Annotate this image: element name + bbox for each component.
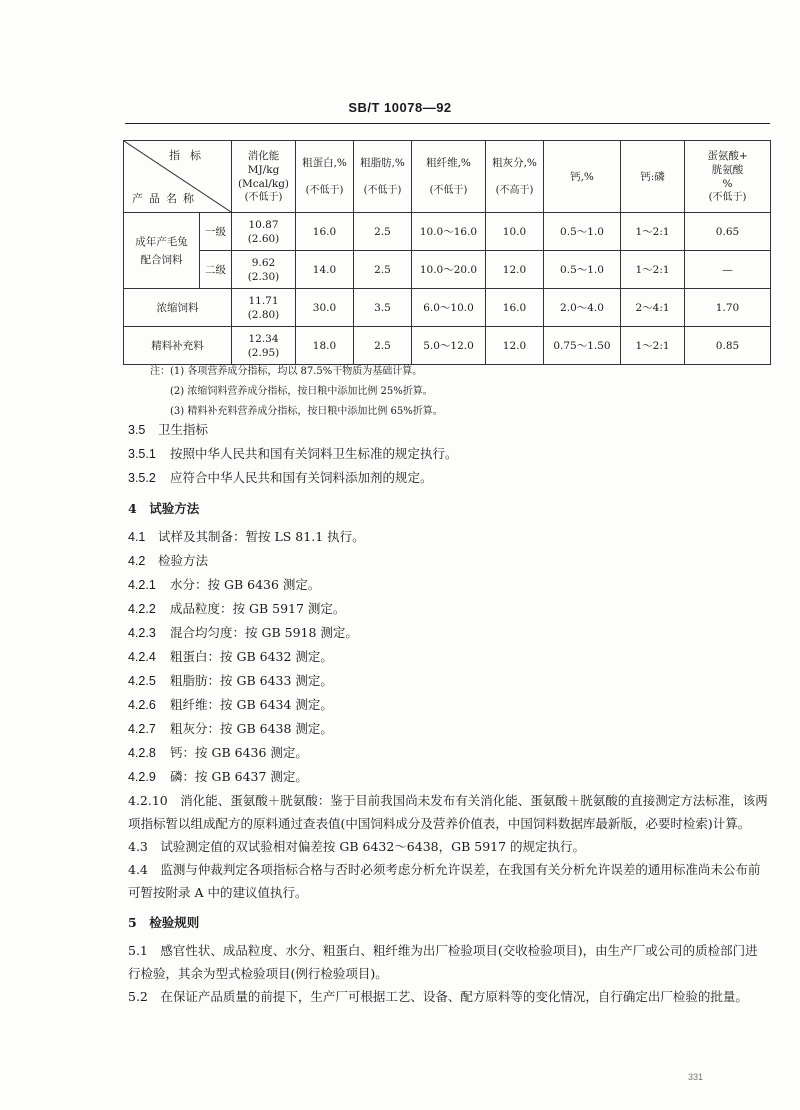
- fat-cell: 2.5: [354, 213, 412, 251]
- de-cell: 12.34 (2.95): [232, 327, 296, 365]
- ca-p-cell: 1～2:1: [621, 213, 685, 251]
- ash-cell: 12.0: [486, 251, 544, 289]
- fiber-cell: 10.0～16.0: [412, 213, 486, 251]
- ash-cell: 12.0: [486, 327, 544, 365]
- de-cell: 11.71 (2.80): [232, 289, 296, 327]
- clause-5-1: 5.1 感官性状、成品粒度、水分、粗蛋白、粗纤维为出厂检验项目(交收检验项目)，由生产厂或公司的质检部门进行检验，其余为型式检验项目(例行检验项目)。: [128, 943, 758, 981]
- clause-4-2-4: 4.2.4 粗蛋白：按 GB 6432 测定。: [128, 649, 333, 664]
- table-row: [124, 251, 771, 289]
- clause-4-2: 4.2 检验方法: [128, 553, 209, 568]
- fiber-cell: 10.0～20.0: [412, 251, 486, 289]
- table-row: [124, 289, 771, 327]
- protein-cell: 30.0: [296, 289, 354, 327]
- clause-4-4: 4.4 监测与仲裁判定各项指标合格与否时必须考虑分析允许误差，在我国有关分析允许误差的通用标准尚未公布前可暂按附录 A 中的建议值执行。: [128, 862, 761, 900]
- protein-cell: 14.0: [296, 251, 354, 289]
- clause-4-2-7: 4.2.7 粗灰分：按 GB 6438 测定。: [128, 721, 333, 736]
- fiber-cell: 5.0～12.0: [412, 327, 486, 365]
- clause-5-2: 5.2 在保证产品质量的前提下，生产厂可根据工艺、设备、配方原料等的变化情况，自行确定出厂检验的批量。: [128, 989, 748, 1004]
- met-cys-cell: 1.70: [685, 289, 771, 327]
- col-crude-protein: 粗蛋白,% (不低于): [296, 141, 354, 213]
- diagonal-header-cell: [124, 141, 232, 213]
- ash-cell: 16.0: [486, 289, 544, 327]
- section-4-heading: 4 试验方法: [128, 501, 200, 516]
- clause-4-1: 4.1 试样及其制备：暂按 LS 81.1 执行。: [128, 529, 365, 544]
- clause-4-2-5: 4.2.5 粗脂肪：按 GB 6433 测定。: [128, 673, 333, 688]
- clause-4-3: 4.3 试验测定值的双试验相对偏差按 GB 6432～6438，GB 5917 的规定执行。: [128, 839, 586, 854]
- clause-4-2-9: 4.2.9 磷：按 GB 6437 测定。: [128, 769, 308, 784]
- clause-4-2-8: 4.2.8 钙：按 GB 6436 测定。: [128, 745, 308, 760]
- calcium-cell: 0.75～1.50: [544, 327, 621, 365]
- note-line: (3) 精料补充料营养成分指标，按日粮中添加比例 65%折算。: [170, 406, 443, 417]
- clause-4-2-3: 4.2.3 混合均匀度：按 GB 5918 测定。: [128, 625, 358, 640]
- ca-p-cell: 1～2:1: [621, 251, 685, 289]
- fat-cell: 2.5: [354, 251, 412, 289]
- header-rule: [125, 123, 770, 124]
- de-cell: 10.87 (2.60): [232, 213, 296, 251]
- ca-p-cell: 2～4:1: [621, 289, 685, 327]
- ca-p-cell: 1～2:1: [621, 327, 685, 365]
- standard-header: SB/T 10078—92: [348, 100, 452, 115]
- met-cys-cell: —: [685, 251, 771, 289]
- protein-cell: 16.0: [296, 213, 354, 251]
- col-calcium: 钙,%: [544, 141, 621, 213]
- fat-cell: 3.5: [354, 289, 412, 327]
- calcium-cell: 0.5～1.0: [544, 213, 621, 251]
- clause-4-2-2: 4.2.2 成品粒度：按 GB 5917 测定。: [128, 601, 346, 616]
- table-header-row: [124, 141, 771, 213]
- met-cys-cell: 0.65: [685, 213, 771, 251]
- clause-3-5-1: 3.5.1 按照中华人民共和国有关饲料卫生标准的规定执行。: [128, 446, 458, 461]
- grade-cell: 二级: [200, 251, 232, 289]
- col-digestible-energy: 消化能 MJ/kg (Mcal/kg) (不低于): [232, 141, 296, 213]
- col-crude-fat: 粗脂肪,% (不低于): [354, 141, 412, 213]
- clause-4-2-6: 4.2.6 粗纤维：按 GB 6434 测定。: [128, 697, 333, 712]
- calcium-cell: 2.0～4.0: [544, 289, 621, 327]
- page-number: 331: [688, 1072, 704, 1082]
- table-row: [124, 213, 771, 251]
- clause-4-2-10: 4.2.10 消化能、蛋氨酸＋胱氨酸：鉴于目前我国尚未发布有关消化能、蛋氨酸＋胱氨酸的直接测定方法标准，该两项指标暂以组成配方的原料通过查表值(中国饲料成分及营养价值表，中国饲料数据库最新版，必要时检索)计算。: [128, 793, 768, 831]
- col-met-cys: 蛋氨酸+ 胱氨酸 % (不低于): [685, 141, 771, 213]
- protein-cell: 18.0: [296, 327, 354, 365]
- col-crude-fiber: 粗纤维,% (不低于): [412, 141, 486, 213]
- section-5-heading: 5 检验规则: [128, 915, 200, 930]
- col-crude-ash: 粗灰分,% (不高于): [486, 141, 544, 213]
- clause-3-5-2: 3.5.2 应符合中华人民共和国有关饲料添加剂的规定。: [128, 470, 433, 485]
- de-cell: 9.62 (2.30): [232, 251, 296, 289]
- met-cys-cell: 0.85: [685, 327, 771, 365]
- indicator-header: 指标: [169, 149, 211, 162]
- product-name-header: 产品名称: [132, 192, 200, 205]
- note-line: (2) 浓缩饲料营养成分指标，按日粮中添加比例 25%折算。: [170, 386, 433, 397]
- product-name-cell: 浓缩饲料: [124, 289, 232, 327]
- fiber-cell: 6.0～10.0: [412, 289, 486, 327]
- document-body: [128, 418, 770, 1008]
- nutrient-spec-table: [123, 140, 771, 365]
- clause-4-2-1: 4.2.1 水分：按 GB 6436 测定。: [128, 577, 321, 592]
- col-ca-p-ratio: 钙:磷: [621, 141, 685, 213]
- ash-cell: 10.0: [486, 213, 544, 251]
- table-notes: [150, 362, 443, 422]
- calcium-cell: 0.5～1.0: [544, 251, 621, 289]
- table-row: [124, 327, 771, 365]
- product-name-cell: 精料补充料: [124, 327, 232, 365]
- product-name-cell: 成年产毛兔 配合饲料: [124, 213, 200, 289]
- grade-cell: 一级: [200, 213, 232, 251]
- clause-3-5: 3.5 卫生指标: [128, 422, 209, 437]
- fat-cell: 2.5: [354, 327, 412, 365]
- note-line: 注：(1) 各项营养成分指标，均以 87.5%干物质为基础计算。: [150, 366, 423, 377]
